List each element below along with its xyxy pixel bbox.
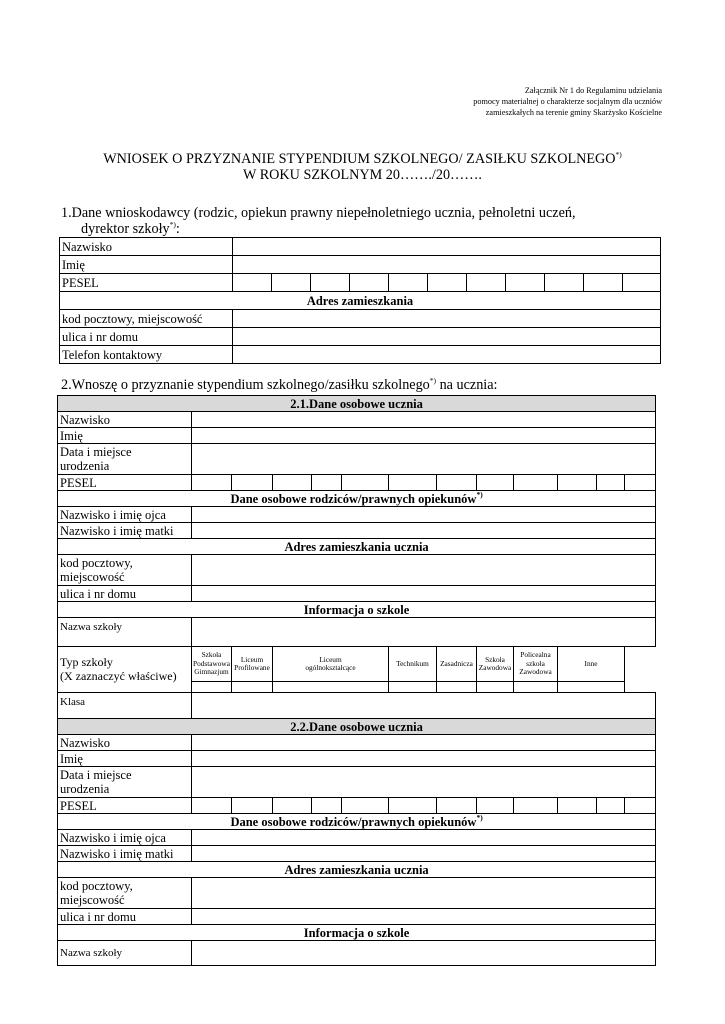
applicant-pesel-digit[interactable] — [311, 274, 350, 292]
school-type-postsecondary — [514, 647, 558, 682]
student2-surname-label: Nazwisko — [58, 735, 192, 751]
student2-pesel-label: PESEL — [58, 798, 192, 814]
student2-mother-field[interactable] — [192, 846, 656, 862]
student2-parents-header — [58, 814, 656, 830]
student1-pesel-digit[interactable] — [389, 475, 437, 491]
student1-pesel-digit[interactable] — [437, 475, 477, 491]
applicant-street-field[interactable] — [233, 328, 661, 346]
school-type-primary — [192, 647, 232, 682]
student2-postal-label — [58, 878, 192, 909]
student2-header: 2.2.Dane osobowe ucznia — [58, 719, 656, 735]
student1-address-header: Adres zamieszkania ucznia — [58, 539, 656, 555]
school-type-checkbox[interactable] — [232, 682, 273, 693]
student1-mother-label: Nazwisko i imię matki — [58, 523, 192, 539]
student2-pesel-digit[interactable] — [514, 798, 558, 814]
section2-heading-text: 2.Wnoszę o przyznanie stypendium szkolnego/zasiłku szkolnego — [61, 377, 430, 393]
applicant-postal-label: kod pocztowy, miejscowość — [60, 310, 233, 328]
school-type-checkbox[interactable] — [437, 682, 477, 693]
school-type-checkbox[interactable] — [477, 682, 514, 693]
school-type-postsecondary-l3: Zawodowa — [519, 667, 552, 677]
student2-address-header: Adres zamieszkania ucznia — [58, 862, 656, 878]
student1-surname-label: Nazwisko — [58, 412, 192, 428]
applicant-pesel-digit[interactable] — [506, 274, 545, 292]
applicant-address-header: Adres zamieszkania — [60, 292, 661, 310]
school-type-profiled-l2: Profilowane — [234, 663, 270, 672]
applicant-phone-field[interactable] — [233, 346, 661, 364]
applicant-pesel-digit[interactable] — [428, 274, 467, 292]
applicant-pesel-digit[interactable] — [623, 274, 661, 292]
student1-birth-field[interactable] — [192, 444, 656, 475]
student1-surname-field[interactable] — [192, 412, 656, 428]
title-line-1: WNIOSEK O PRZYZNANIE STYPENDIUM SZKOLNEGO/ ZASIŁKU SZKOLNEGO — [103, 151, 616, 167]
student2-father-field[interactable] — [192, 830, 656, 846]
school-type-checkbox[interactable] — [192, 682, 232, 693]
student2-father-label: Nazwisko i imię ojca — [58, 830, 192, 846]
student2-pesel-digit[interactable] — [232, 798, 273, 814]
applicant-street-label: ulica i nr domu — [60, 328, 233, 346]
section2-footnote-mark: *) — [429, 376, 437, 385]
student2-first-name-label: Imię — [58, 751, 192, 767]
student2-surname-field[interactable] — [192, 735, 656, 751]
applicant-table — [59, 237, 661, 364]
student1-birth-line-2: urodzenia — [60, 459, 110, 473]
student1-pesel-digit[interactable] — [232, 475, 273, 491]
school-type-vocational — [477, 647, 514, 682]
student2-pesel-digit[interactable] — [625, 798, 656, 814]
student1-pesel-digit[interactable] — [273, 475, 312, 491]
attachment-line-1: Załącznik Nr 1 do Regulaminu udzielania — [524, 86, 662, 95]
student2-birth-label — [58, 767, 192, 798]
school-type-vocational-basic — [437, 647, 477, 682]
student1-pesel-digit[interactable] — [558, 475, 597, 491]
student1-pesel-digit[interactable] — [477, 475, 514, 491]
student2-pesel-digit[interactable] — [192, 798, 232, 814]
student1-street-field[interactable] — [192, 586, 656, 602]
student1-mother-field[interactable] — [192, 523, 656, 539]
student1-class-field[interactable] — [192, 693, 656, 719]
student1-postal-line-1: kod pocztowy, — [60, 555, 133, 570]
school-type-vocational-l1: Szkoła — [485, 654, 505, 664]
student1-first-name-label: Imię — [58, 428, 192, 444]
school-type-other — [558, 647, 625, 682]
student2-pesel-digit[interactable] — [437, 798, 477, 814]
applicant-pesel-digit[interactable] — [272, 274, 311, 292]
applicant-pesel-digit[interactable] — [467, 274, 506, 292]
student1-parents-footnote-mark: *) — [476, 490, 483, 499]
school-type-primary-l3: Gimnazjum — [194, 667, 229, 677]
applicant-pesel-digit[interactable] — [545, 274, 584, 292]
student2-birth-field[interactable] — [192, 767, 656, 798]
applicant-first-name-label: Imię — [60, 256, 233, 274]
school-type-vocational-basic-l1: Zasadnicza — [440, 658, 473, 668]
school-type-postsecondary-l1: Policealna — [520, 650, 551, 660]
student2-postal-line-1: kod pocztowy, — [60, 878, 133, 893]
student1-postal-label — [58, 555, 192, 586]
section1-heading-line-2: dyrektor szkoły — [81, 221, 170, 237]
student1-school-type-line-2: (X zaznaczyć właściwe) — [60, 668, 177, 683]
student2-pesel-digit[interactable] — [597, 798, 625, 814]
applicant-phone-label: Telefon kontaktowy — [60, 346, 233, 364]
student2-pesel-digit[interactable] — [312, 798, 342, 814]
student2-pesel-digit[interactable] — [389, 798, 437, 814]
student2-first-name-field[interactable] — [192, 751, 656, 767]
student2-birth-line-2: urodzenia — [60, 782, 110, 796]
school-type-checkbox[interactable] — [558, 682, 625, 693]
attachment-line-2: pomocy materialnej o charakterze socjalnym dla uczniów — [473, 97, 662, 106]
attachment-note — [380, 85, 662, 118]
student1-pesel-digit[interactable] — [192, 475, 232, 491]
applicant-pesel-digit[interactable] — [584, 274, 623, 292]
applicant-pesel-label: PESEL — [60, 274, 233, 292]
school-type-technikum — [389, 647, 437, 682]
student1-postal-line-2: miejscowość — [60, 570, 125, 584]
section1-heading — [61, 205, 576, 237]
school-type-general-l1: Liceum — [319, 654, 342, 664]
student1-pesel-digit[interactable] — [514, 475, 558, 491]
school-type-general-l2: ogólnokształcące — [305, 663, 356, 672]
school-type-technikum-l1: Technikum — [396, 658, 429, 668]
school-type-postsecondary-l2: szkoła — [526, 658, 545, 668]
section1-heading-colon: : — [175, 221, 180, 237]
student1-school-header: Informacja o szkole — [58, 602, 656, 618]
school-type-profiled-lyceum — [232, 647, 273, 682]
school-type-vocational-l2: Zawodowa — [478, 663, 512, 672]
school-type-checkbox[interactable] — [389, 682, 437, 693]
student1-father-label: Nazwisko i imię ojca — [58, 507, 192, 523]
student1-pesel-digit[interactable] — [625, 475, 656, 491]
school-type-other-l1: Inne — [584, 658, 598, 668]
student2-mother-label: Nazwisko i imię matki — [58, 846, 192, 862]
applicant-surname-label: Nazwisko — [60, 238, 233, 256]
student2-street-field[interactable] — [192, 909, 656, 925]
school-type-profiled-l1: Liceum — [240, 654, 264, 664]
attachment-line-3: zamieszkałych na terenie gminy Skarżysko Kościelne — [485, 108, 662, 117]
student2-school-name-label: Nazwa szkoły — [58, 941, 192, 966]
applicant-pesel-digit[interactable] — [233, 274, 272, 292]
applicant-pesel-digit[interactable] — [389, 274, 428, 292]
section1-heading-line-1: 1.Dane wnioskodawcy (rodzic, opiekun prawny niepełnoletniego ucznia, pełnoletni uczeń, — [61, 205, 576, 221]
school-type-primary-l1: Szkoła — [201, 650, 222, 660]
student1-birth-line-1: Data i miejsce — [60, 444, 132, 459]
student2-pesel-digit[interactable] — [477, 798, 514, 814]
student1-header: 2.1.Dane osobowe ucznia — [58, 396, 656, 412]
student1-father-field[interactable] — [192, 507, 656, 523]
title-footnote-mark: *) — [615, 150, 622, 159]
student1-postal-field[interactable] — [192, 555, 656, 586]
school-type-primary-l2: Podstawowa — [193, 658, 230, 668]
student2-street-label: ulica i nr domu — [58, 909, 192, 925]
student1-school-type-line-1: Typ szkoły — [60, 655, 113, 669]
student1-school-name-field[interactable] — [192, 618, 656, 647]
student1-pesel-digit[interactable] — [312, 475, 342, 491]
student1-pesel-digit[interactable] — [342, 475, 389, 491]
student2-postal-line-2: miejscowość — [60, 893, 125, 907]
student1-parents-header — [58, 491, 656, 507]
section2-heading — [61, 377, 497, 393]
applicant-first-name-field[interactable] — [233, 256, 661, 274]
applicant-surname-field[interactable] — [233, 238, 661, 256]
student2-pesel-digit[interactable] — [273, 798, 312, 814]
section1-footnote-mark: *) — [169, 220, 176, 229]
student1-school-name-label: Nazwa szkoły — [58, 618, 192, 647]
student1-first-name-field[interactable] — [192, 428, 656, 444]
student2-school-header: Informacja o szkole — [58, 925, 656, 941]
student-table — [57, 395, 656, 966]
student1-school-type-label — [58, 647, 192, 693]
student2-postal-field[interactable] — [192, 878, 656, 909]
title-line-2: W ROKU SZKOLNYM 20……./20……. — [243, 167, 482, 183]
student2-parents-header-text: Dane osobowe rodziców/prawnych opiekunów — [230, 814, 477, 829]
student2-pesel-digit[interactable] — [558, 798, 597, 814]
student1-street-label: ulica i nr domu — [58, 586, 192, 602]
student1-parents-header-text: Dane osobowe rodziców/prawnych opiekunów — [230, 491, 477, 506]
applicant-postal-field[interactable] — [233, 310, 661, 328]
student2-school-name-field[interactable] — [192, 941, 656, 966]
school-type-checkbox[interactable] — [514, 682, 558, 693]
form-title — [0, 151, 725, 183]
school-type-general-lyceum — [273, 647, 389, 682]
student1-pesel-digit[interactable] — [597, 475, 625, 491]
school-type-checkbox[interactable] — [273, 682, 389, 693]
student1-class-label: Klasa — [58, 693, 192, 719]
student2-birth-line-1: Data i miejsce — [60, 767, 132, 782]
applicant-pesel-digit[interactable] — [350, 274, 389, 292]
student2-pesel-digit[interactable] — [342, 798, 389, 814]
student2-parents-footnote-mark: *) — [476, 813, 483, 822]
student1-birth-label — [58, 444, 192, 475]
student1-pesel-label: PESEL — [58, 475, 192, 491]
section2-heading-end: na ucznia: — [436, 377, 498, 393]
